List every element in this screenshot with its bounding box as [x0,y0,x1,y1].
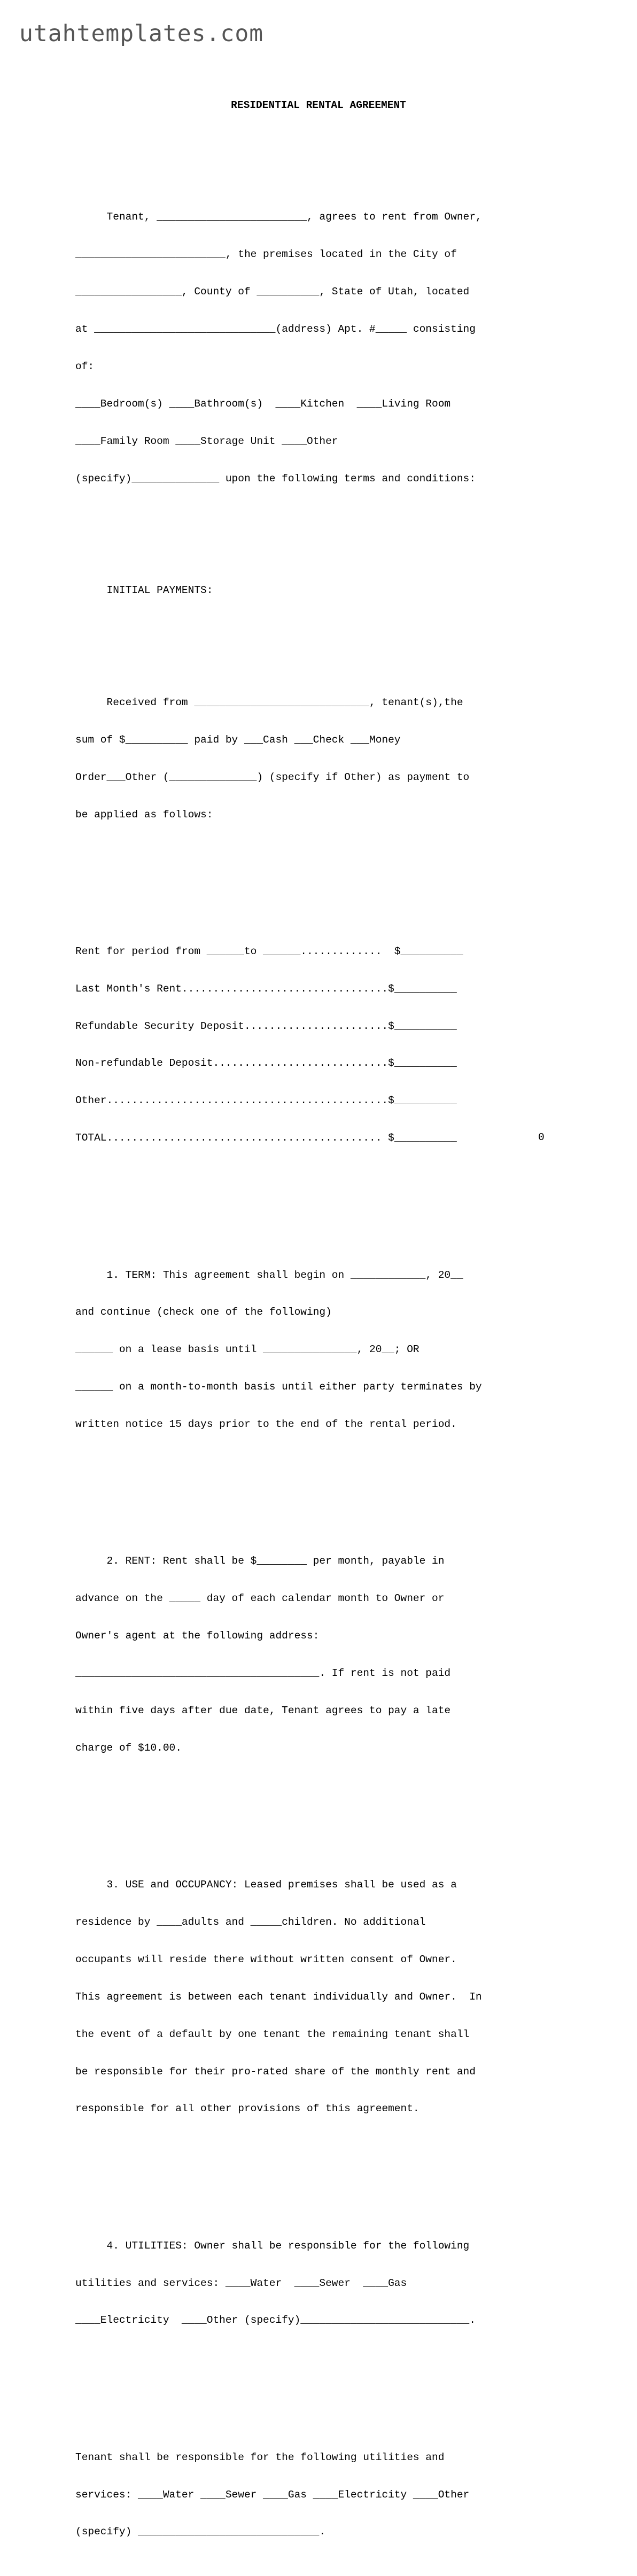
use-occupancy-section [75,1854,572,2140]
rent-section [75,1531,572,1779]
spacer [75,1195,572,1207]
spacer [75,622,572,634]
intro-line: Tenant, ________________________, agrees to rent from Owner, [75,211,482,223]
utilities-owner-line: 4. UTILITIES: Owner shall be responsible for the following [75,2239,470,2252]
utilities-tenant-line: Tenant shall be responsible for the following utilities and [75,2451,445,2463]
spacer [75,1481,572,1493]
use-line: residence by ____adults and _____children. No additional [75,1916,426,1928]
intro-line: of: [75,360,95,372]
spacer [75,136,572,149]
utilities-owner-section [75,2215,572,2352]
use-line: This agreement is between each tenant individually and Owner. In [75,1990,482,2003]
received-line: be applied as follows: [75,808,213,821]
intro-paragraph [75,186,572,510]
term-line: ______ on a lease basis until _______________, 20__; OR [75,1344,420,1356]
term-line: written notice 15 days prior to the end of the rental period. [75,1418,457,1431]
use-line: the event of a default by one tenant the remaining tenant shall [75,2028,470,2040]
term-line: ______ on a month-to-month basis until either party terminates by [75,1381,482,1393]
intro-line: ________________________, the premises located in the City of [75,248,457,261]
payment-row-total [75,1132,572,1144]
intro-line: (specify)______________ upon the following terms and conditions: [75,472,476,485]
utilities-owner-line: ____Electricity ____Other (specify)___________________________. [75,2314,476,2327]
intro-line: at _____________________________(address) Apt. #_____ consisting [75,323,476,335]
rent-line: within five days after due date, Tenant agrees to pay a late [75,1704,451,1716]
use-line: 3. USE and OCCUPANCY: Leased premises shall be used as a [75,1879,457,1891]
rent-line: 2. RENT: Rent shall be $________ per month, payable in [75,1555,445,1567]
spacer [75,871,572,883]
initial-payments-heading: INITIAL PAYMENTS: [75,584,213,597]
payment-row-nonrefundable-deposit: Non-refundable Deposit............................$__________ [75,1057,457,1070]
use-line: responsible for all other provisions of this agreement. [75,2103,420,2115]
rent-line: charge of $10.00. [75,1742,182,1754]
term-section [75,1244,572,1456]
utilities-owner-line: utilities and services: ____Water ____Sewer ____Gas [75,2277,407,2289]
intro-line: ____Family Room ____Storage Unit ____Other [75,435,338,447]
received-line: sum of $__________ paid by ___Cash ___Check ___Money [75,733,401,746]
intro-line: _________________, County of __________, State of Utah, located [75,286,470,298]
payment-row-rent: Rent for period from ______to ______............. $__________ [75,945,463,957]
payment-row-security-deposit: Refundable Security Deposit.......................$__________ [75,1020,457,1032]
term-line: and continue (check one of the following) [75,1306,332,1318]
payment-row-other: Other.............................................$__________ [75,1095,457,1107]
utilities-tenant-section [75,2426,572,2563]
received-line: Received from ____________________________, tenant(s),the [75,696,463,708]
term-line: 1. TERM: This agreement shall begin on ____________, 20__ [75,1269,463,1281]
total-label: TOTAL............................................ $__________ [75,1132,457,1144]
spacer [75,1804,572,1816]
spacer [75,2377,572,2389]
intro-line: ____Bedroom(s) ____Bathroom(s) ____Kitchen ____Living Room [75,397,451,410]
rent-line: advance on the _____ day of each calendar month to Owner or [75,1593,445,1605]
payments-table [75,920,572,1169]
use-line: be responsible for their pro-rated share of the monthly rent and [75,2065,476,2078]
total-value: 0 [538,1131,545,1144]
utilities-tenant-line: (specify) _____________________________. [75,2526,326,2538]
spacer [75,2165,572,2177]
received-line: Order___Other (______________) (specify if Other) as payment to [75,771,470,783]
payment-row-last-month: Last Month's Rent.................................$__________ [75,982,457,995]
spacer [75,535,572,547]
rent-line: Owner's agent at the following address: [75,1630,320,1642]
watermark: utahtemplates.com [19,20,264,47]
utilities-tenant-line: services: ____Water ____Sewer ____Gas ____Electricity ____Other [75,2488,470,2501]
rental-agreement-document [75,74,572,2576]
rent-line: _______________________________________. If rent is not paid [75,1667,451,1679]
received-paragraph [75,672,572,846]
document-title: RESIDENTIAL RENTAL AGREEMENT [231,99,406,111]
use-line: occupants will reside there without written consent of Owner. [75,1953,457,1965]
